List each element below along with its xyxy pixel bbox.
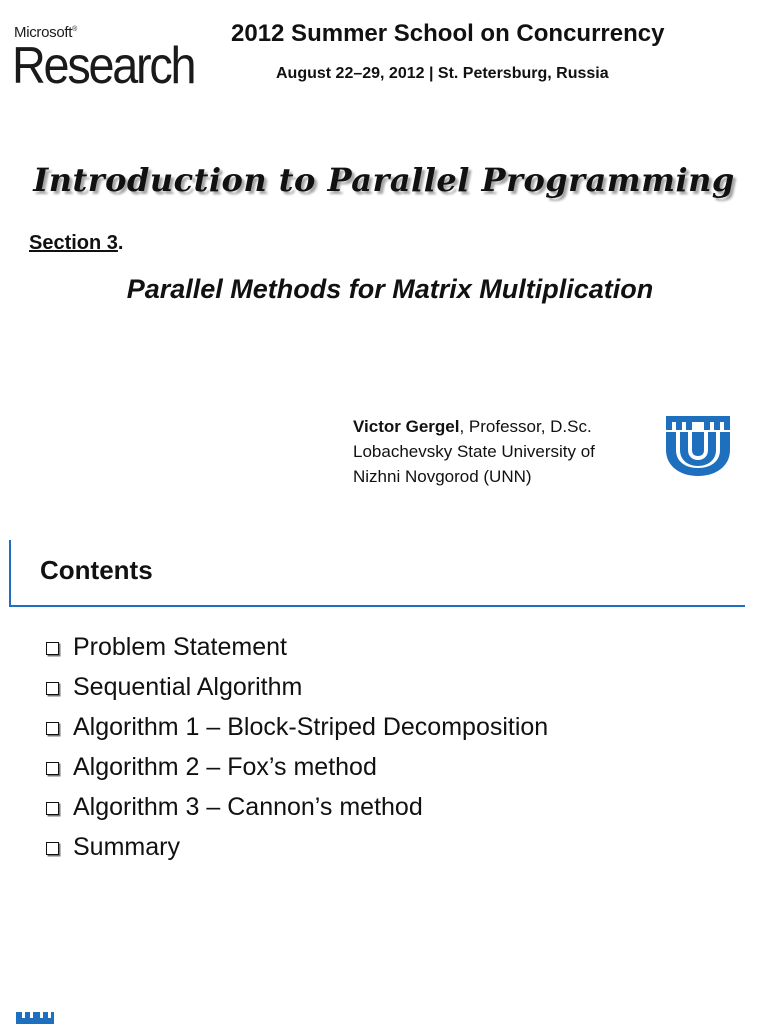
contents-list bbox=[46, 627, 548, 867]
contents-item-label: Summary bbox=[73, 832, 180, 861]
microsoft-research-logo bbox=[14, 24, 234, 94]
contents-item bbox=[46, 787, 548, 827]
unn-logo-small-icon bbox=[14, 1008, 56, 1024]
author-line-1 bbox=[353, 414, 595, 439]
square-bullet-icon bbox=[46, 802, 59, 815]
square-bullet-icon bbox=[46, 762, 59, 775]
contents-item-label: Algorithm 1 – Block-Striped Decomposition bbox=[73, 712, 549, 741]
contents-item-label: Sequential Algorithm bbox=[73, 672, 303, 701]
contents-heading: Contents bbox=[40, 555, 153, 585]
author-name: Victor Gergel bbox=[353, 417, 460, 436]
contents-item bbox=[46, 667, 548, 707]
contents-item-label: Algorithm 2 – Fox’s method bbox=[73, 752, 377, 781]
contents-item-label: Algorithm 3 – Cannon’s method bbox=[73, 792, 423, 821]
section-title: Parallel Methods for Matrix Multiplication bbox=[126, 274, 654, 304]
contents-item bbox=[46, 707, 548, 747]
contents-item bbox=[46, 747, 548, 787]
square-bullet-icon bbox=[46, 722, 59, 735]
section-label-text: Section 3 bbox=[29, 232, 118, 254]
school-title: 2012 Summer School on Concurrency bbox=[231, 20, 665, 47]
unn-logo-icon bbox=[664, 410, 732, 476]
square-bullet-icon bbox=[46, 842, 59, 855]
square-bullet-icon bbox=[46, 682, 59, 695]
course-title: Introduction to Parallel Programming bbox=[33, 161, 735, 199]
contents-item bbox=[46, 627, 548, 667]
school-dates: August 22–29, 2012 | St. Petersburg, Russia bbox=[276, 65, 609, 82]
square-bullet-icon bbox=[46, 642, 59, 655]
author-title: , Professor, D.Sc. bbox=[459, 417, 592, 436]
author-block bbox=[353, 414, 595, 489]
contents-item-label: Problem Statement bbox=[73, 632, 287, 661]
contents-item bbox=[46, 827, 548, 867]
section-label: Section 3. bbox=[29, 232, 124, 254]
author-affiliation-line-2: Nizhni Novgorod (UNN) bbox=[353, 467, 532, 486]
brand-small: Microsoft® bbox=[14, 24, 78, 41]
author-affiliation-line-1: Lobachevsky State University of bbox=[353, 442, 595, 461]
brand-big: Research bbox=[12, 37, 195, 95]
